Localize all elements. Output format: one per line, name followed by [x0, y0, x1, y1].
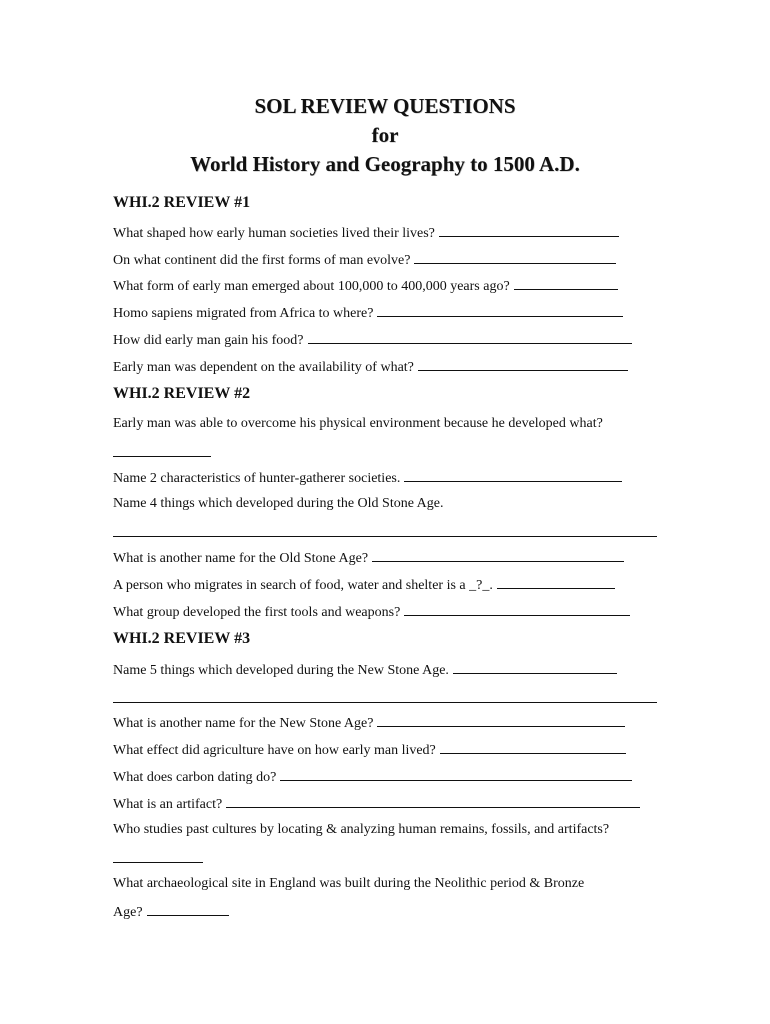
- section-heading-2: WHI.2 REVIEW #2: [113, 385, 251, 402]
- answer-blank[interactable]: [377, 713, 625, 727]
- answer-blank[interactable]: [497, 575, 615, 589]
- answer-blank[interactable]: [414, 250, 616, 264]
- question-1-3: What form of early man emerged about 100,000 to 400,000 years ago?: [113, 276, 618, 296]
- answer-line[interactable]: [113, 702, 657, 703]
- question-1-5: How did early man gain his food?: [113, 330, 632, 350]
- answer-blank[interactable]: [226, 794, 640, 808]
- question-2-2: Name 2 characteristics of hunter-gatherer societies.: [113, 468, 622, 488]
- question-2-5: A person who migrates in search of food, water and shelter is a _?_.: [113, 575, 615, 595]
- title-line-2: for: [371, 123, 399, 147]
- question-2-6: What group developed the first tools and weapons?: [113, 602, 630, 622]
- question-1-6: Early man was dependent on the availability of what?: [113, 357, 628, 377]
- answer-blank[interactable]: [113, 862, 203, 863]
- question-3-2: What is another name for the New Stone Age?: [113, 713, 625, 733]
- answer-blank[interactable]: [453, 660, 617, 674]
- question-2-1: Early man was able to overcome his physical environment because he developed what?: [113, 416, 603, 431]
- question-3-3: What effect did agriculture have on how early man lived?: [113, 740, 626, 760]
- question-3-1: Name 5 things which developed during the New Stone Age.: [113, 660, 617, 680]
- answer-blank[interactable]: [514, 276, 618, 290]
- answer-blank[interactable]: [113, 456, 211, 457]
- answer-blank[interactable]: [418, 357, 628, 371]
- title-line-1: SOL REVIEW QUESTIONS: [254, 94, 516, 118]
- answer-blank[interactable]: [308, 330, 632, 344]
- question-3-5: What is an artifact?: [113, 794, 640, 814]
- answer-blank[interactable]: [372, 548, 624, 562]
- question-3-4: What does carbon dating do?: [113, 767, 632, 787]
- page-title: [0, 92, 770, 179]
- question-3-6: Who studies past cultures by locating & analyzing human remains, fossils, and artifacts?: [113, 822, 610, 837]
- answer-blank[interactable]: [404, 602, 630, 616]
- answer-blank[interactable]: [147, 902, 229, 916]
- question-3-7: What archaeological site in England was built during the Neolithic period & Bronze: [113, 876, 585, 891]
- answer-blank[interactable]: [440, 740, 626, 754]
- answer-blank[interactable]: [377, 303, 623, 317]
- question-3-7-continued: Age?: [113, 902, 229, 922]
- answer-line[interactable]: [113, 536, 657, 537]
- title-line-3: World History and Geography to 1500 A.D.: [190, 152, 580, 176]
- section-heading-1: WHI.2 REVIEW #1: [113, 194, 251, 211]
- answer-blank[interactable]: [439, 223, 619, 237]
- question-1-4: Homo sapiens migrated from Africa to where?: [113, 303, 623, 323]
- question-2-4: What is another name for the Old Stone Age?: [113, 548, 624, 568]
- question-1-1: What shaped how early human societies lived their lives?: [113, 223, 619, 243]
- question-1-2: On what continent did the first forms of man evolve?: [113, 250, 616, 270]
- question-2-3: Name 4 things which developed during the Old Stone Age.: [113, 496, 444, 511]
- answer-blank[interactable]: [280, 767, 632, 781]
- answer-blank[interactable]: [404, 468, 622, 482]
- section-heading-3: WHI.2 REVIEW #3: [113, 630, 251, 647]
